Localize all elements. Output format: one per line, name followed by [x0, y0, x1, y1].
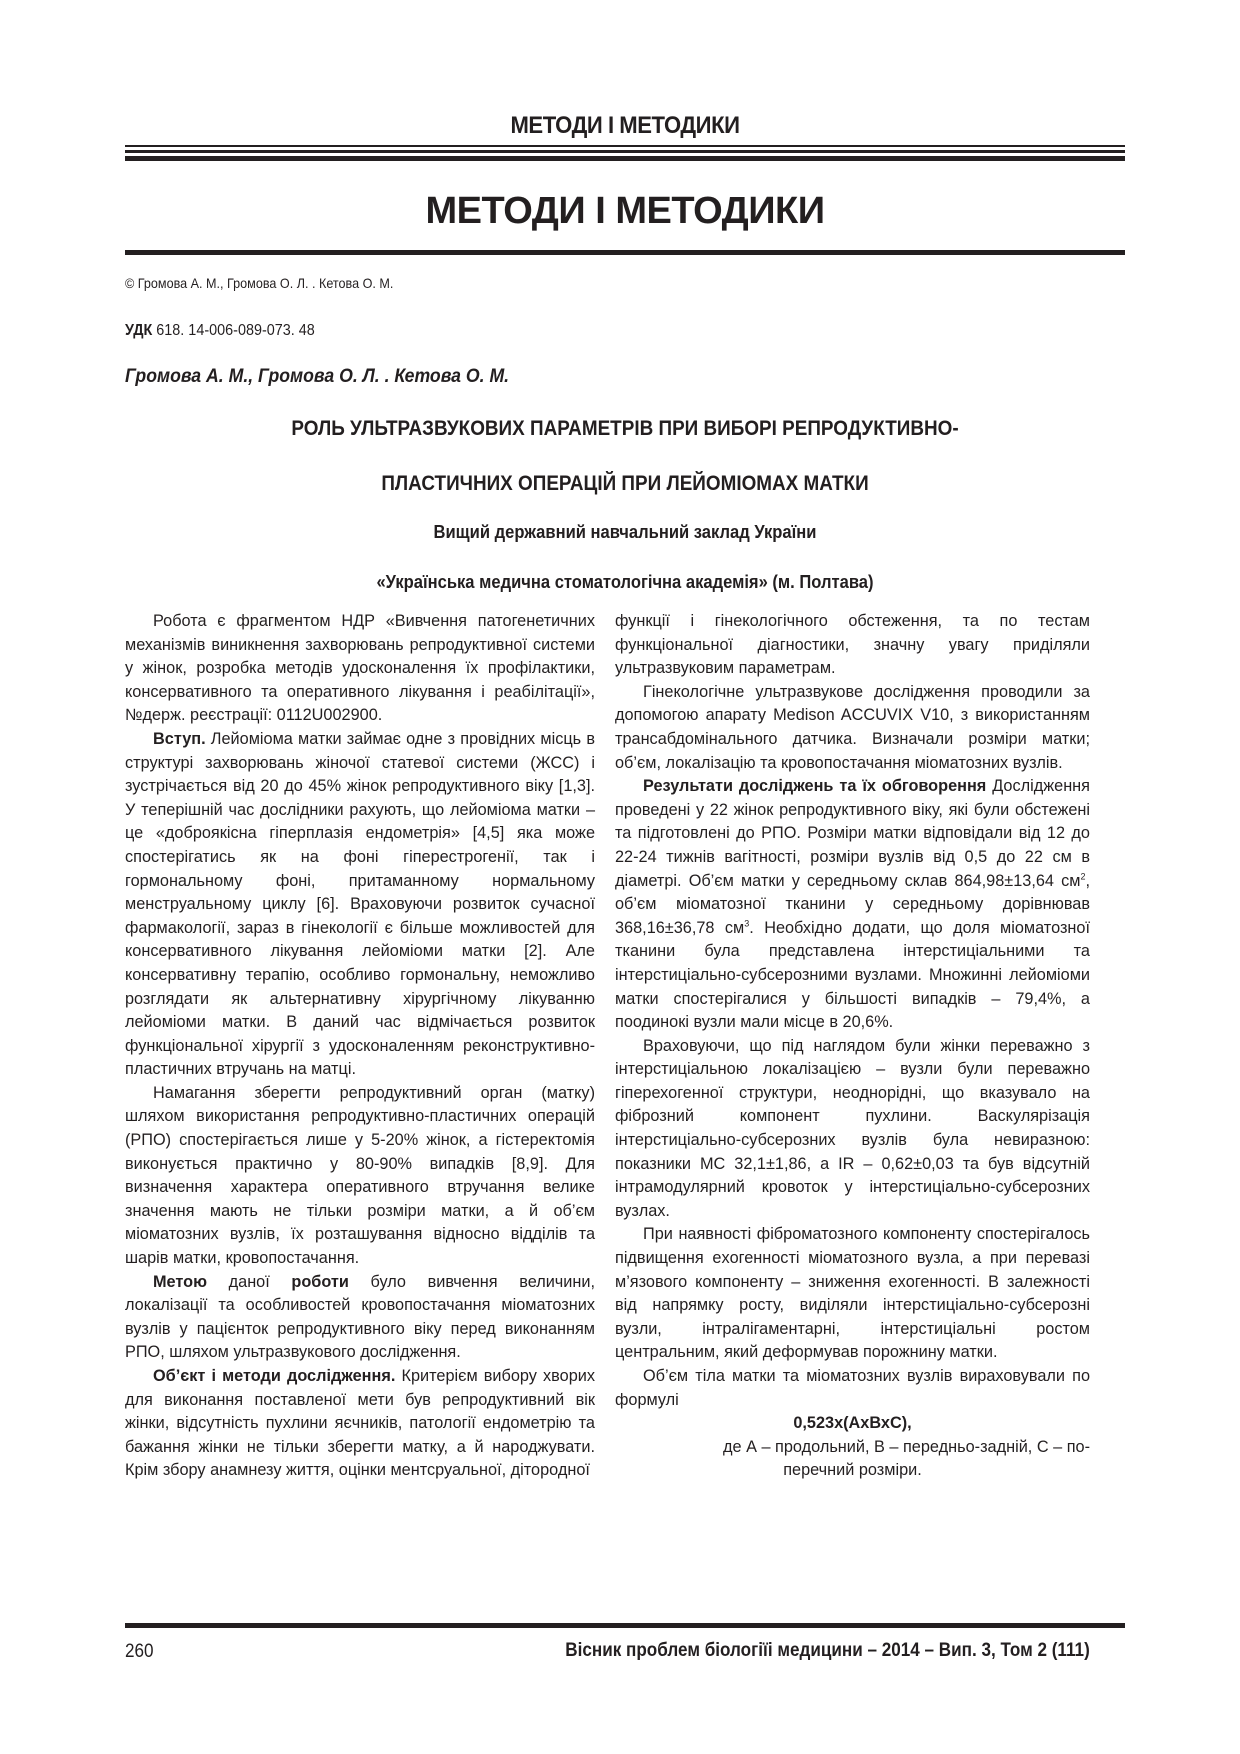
paragraph-text: , об’єм міоматозної тканини у середньому дорівнював 368,16±36,78 см [615, 871, 1090, 937]
superscript: 2 [1080, 871, 1086, 882]
body-column-left [125, 610, 595, 1483]
paragraph: Гінекологічне ультразвукове дослідження проводили за допомогою апарату Medison ACCUVIX V10, з використанням трансабдомінального датчика. Визначали розміри матки; об’єм, локалізацію та кровопостачання міоматозних вузлів. [615, 682, 1090, 772]
running-head: МЕТОДИ І МЕТОДИКИ [510, 112, 740, 139]
paragraph-text: Критерієм вибору хворих для виконання поставленої мети був репродуктивний вік жінки, відсутність пухлини яєчників, патології ендометрію та бажання жінки не тільки зберегти матку, а й народжувати. Крім збору анамнезу життя, оцінки ментсруальної, дітородної [125, 1367, 595, 1480]
authors: Громова А. М., Громова О. Л. . Кетова О. М. [125, 366, 510, 387]
paragraph-aim [125, 1271, 595, 1365]
paragraph-text: . Необхідно додати, що доля міоматозної тканини була представлена інтерстиціальними та інтерстиціально-субсерозними вузлами. Множинні лейоміоми матки спостерігалися у більшості випадків – 79,4%, а поодинокі вузли мали місце в 20,6%. [615, 918, 1090, 1032]
formula: 0,523х(АхВхС), [793, 1414, 912, 1433]
heading-aim-2: роботи [291, 1272, 349, 1291]
paragraph-results [615, 775, 1090, 1035]
copyright: © Громова А. М., Громова О. Л. . Кетова О. М. [125, 275, 394, 291]
heading-results: Результати досліджень та їх обговорення [643, 777, 987, 796]
paragraph: Робота є фрагментом НДР «Вивчення патогенетичних механізмів виникнення захворювань репродуктивної системи у жінок, розробка методів удосконалення їх профілактики, консервативного та оперативного лікування і реабілітації», №держ. реєстрації: 0112U002900. [125, 612, 595, 725]
formula-note: де А – продольний, В – передньо-задній, С – по- [723, 1437, 1090, 1456]
paragraph: При наявності фіброматозного компоненту спостерігалось підвищення exогенності міоматозного вузла, а при перевазі м’язового компоненту – зниження exогенності. В залежності від напрямку росту, виділяли інтерстиціально-субсерозні вузли, інтралігаментарні, інтерстиціальні ростом центральним, який деформував порожнину матки. [615, 1225, 1090, 1362]
paragraph: Враховуючи, що під наглядом були жінки переважно з інтерстиціальною локалізацією – вузли були переважно гіперехогенної структури, неоднорідні, що вказувало на фіброзний компонент пухлини. Васкулярізація інтерстиціально-субсерозних вузлів була невиразною: показники МС 32,1±1,86, а IR – 0,62±0,03 та був відсутній інтрамодулярний кровоток у інтерстиціально-субсерозних вузлах. [615, 1036, 1090, 1220]
affiliation-line-2: «Українська медична стоматологічна академія» (м. Полтава) [376, 572, 874, 592]
paragraph: функції і гінекологічного обстеження, та по тестам функціональної діагностики, значну увагу приділяли ультразвуковим параметрам. [615, 612, 1090, 678]
paragraph-text: Лейоміома матки займає одне з провідних місць в структурі захворювань жіночої статевої системи (ЖСС) і зустрічається від 20 до 45% жінок репродуктивного віку [1,3]. У теперішній час дослідники рахують, що лейоміома матки – це «доброякісна гіперплазія ендометрія» [4,5] яка може спостерігатись як на фоні гіперестрогенії, так і гормональному фоні, притаманному нормальному менструальному циклу [6]. Враховуючи розвиток сучасної фармакології, зараз в гінекології є більше можливостей для консервативного лікування лейоміоми матки [2]. Але консервативну терапію, особливо гормональну, неможливо розглядати як альтернативну хірургічному лікуванню лейоміоми матки. В даний час відмічається розвиток функціональної хірургії з удосконаленням реконструктивно-пластичних втручань на матці. [125, 729, 595, 1079]
paragraph: Об’єм тіла матки та міоматозних вузлів вираховували по формулі [615, 1367, 1090, 1409]
body-column-right [615, 610, 1090, 1483]
udc-value: 618. 14-006-089-073. 48 [152, 322, 315, 339]
udc-label: УДК [125, 322, 153, 339]
formula-note-2: перечний розміри. [783, 1461, 922, 1480]
heading-aim: Метою [153, 1272, 208, 1291]
paragraph-introduction [125, 728, 595, 1082]
header-rule [125, 145, 1125, 161]
section-rule [125, 250, 1125, 255]
affiliation-line-1: Вищий державний навчальний заклад України [433, 522, 817, 542]
paragraph-text: Дослідження проведені у 22 жінок репродуктивного віку, які були обстежені та підготовлені до РПО. Розміри матки відповідали від 12 до 22-24 тижнів вагітності, розміри вузлів від 0,5 до 22 см в діаметрі. Об’єм матки у середньому склав 864,98±13,64 см [615, 777, 1090, 890]
paragraph-text: було вивчення величини, локалізації та особливостей кровопостачання міоматозних вузлів у пацієнток репродуктивного віку перед виконанням РПО, шляхом ультразвукового дослідження. [125, 1272, 595, 1362]
udc [125, 322, 315, 340]
footer-rule [125, 1623, 1125, 1628]
section-title: МЕТОДИ І МЕТОДИКИ [425, 190, 825, 232]
article-title-line-2: ПЛАСТИЧНИХ ОПЕРАЦІЙ ПРИ ЛЕЙОМІОМАХ МАТКИ [381, 472, 869, 495]
paragraph-methods [125, 1365, 595, 1483]
page-number: 260 [125, 1641, 154, 1662]
article-title-line-1: РОЛЬ УЛЬТРАЗВУКОВИХ ПАРАМЕТРІВ ПРИ ВИБОРІ РЕПРОДУКТИВНО- [291, 417, 959, 440]
paragraph-text: даної [207, 1272, 292, 1291]
heading-introduction: Вступ. [153, 729, 206, 748]
superscript: 3 [744, 918, 750, 929]
paragraph: Намагання зберегти репродуктивний орган (матку) шляхом використання репродуктивно-пластичних операцій (РПО) спостерігається лише у 5-20% жінок, а гістеректомія виконується практично у 80-90% випадків [8,9]. Для визначення характера оперативного втручання велике значення мають не тільки розміри матки, а й об’єм міоматозних вузлів, їх розташування відносно відділів та шарів матки, кровопостачання. [125, 1083, 595, 1268]
journal-citation: Вісник проблем біологіїі медицини – 2014 – Вип. 3, Том 2 (111) [565, 1640, 1090, 1661]
heading-methods: Об’єкт і методи дослідження. [153, 1367, 396, 1385]
